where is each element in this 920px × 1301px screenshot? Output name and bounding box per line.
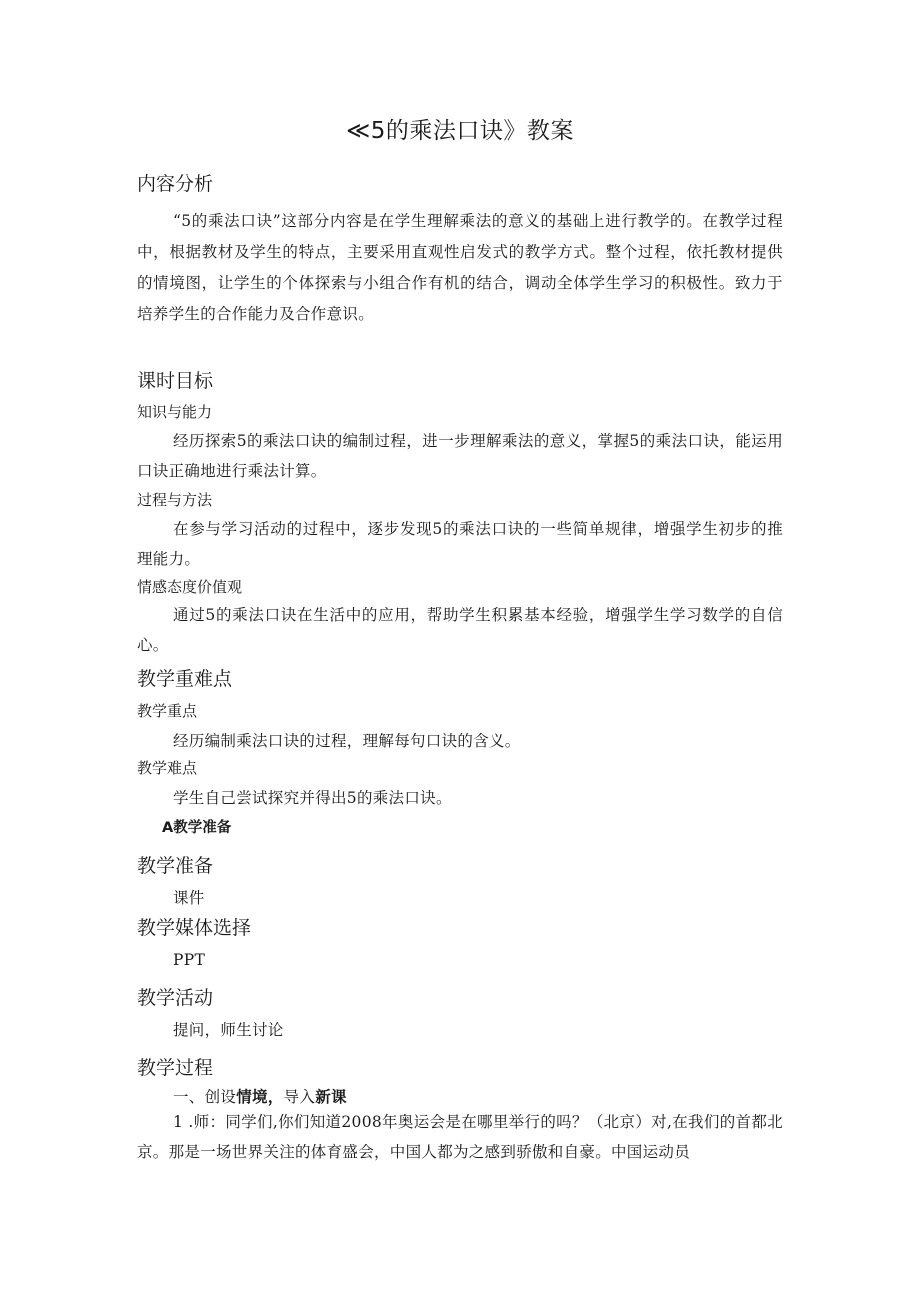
process-item-1: 1 .师：同学们,你们知道2008年奥运会是在哪里举行的吗？（北京）对,在我们的首都北京。那是一场世界关注的体育盛会，中国人都为之感到骄傲和自豪。中国运动员 bbox=[137, 1113, 783, 1161]
step1-heading bbox=[173, 1085, 347, 1109]
document-title: ≪5的乘法口诀》教案 bbox=[346, 118, 574, 144]
step1-bold-a: 情境， bbox=[236, 1088, 284, 1106]
heading-key-points: 教学重难点 bbox=[137, 668, 233, 690]
step1-mid: 导入 bbox=[283, 1088, 316, 1106]
content-analysis-paragraph: “5的乘法口诀”这部分内容是在学生理解乘法的意义的基础上进行教学的。在教学过程中，根据教材及学生的特点，主要采用直观性启发式的教学方式。整个过程，依托教材提供的情境图，让学生的个体探索与小组合作有机的结合，调动全体学生学习的积极性。致力于培养学生的合作能力及合作意识。 bbox=[137, 212, 783, 323]
heading-objectives: 课时目标 bbox=[137, 370, 214, 392]
heading-media: 教学媒体选择 bbox=[137, 917, 252, 939]
emotion-paragraph: 通过5的乘法口诀在生活中的应用，帮助学生积累基本经验，增强学生学习数学的自信心。 bbox=[137, 606, 783, 654]
activity-text: 提问，师生讨论 bbox=[173, 1021, 284, 1039]
label-difficulty: 教学难点 bbox=[137, 759, 198, 777]
heading-process: 教学过程 bbox=[137, 1057, 214, 1079]
difficulty-text: 学生自己尝试探究并得出5的乘法口诀。 bbox=[173, 789, 452, 807]
step1-prefix: 一、创设 bbox=[173, 1088, 237, 1106]
heading-activity: 教学活动 bbox=[137, 987, 214, 1009]
knowledge-paragraph: 经历探索5的乘法口诀的编制过程，进一步理解乘法的意义，掌握5的乘法口诀，能运用口诀正确地进行乘法计算。 bbox=[137, 432, 783, 480]
step1-bold-b: 新课 bbox=[315, 1088, 347, 1106]
process-method-paragraph: 在参与学习活动的过程中，逐步发现5的乘法口诀的一些简单规律，增强学生初步的推理能力。 bbox=[137, 520, 783, 568]
preparation-text: 课件 bbox=[173, 889, 205, 907]
focus-text: 经历编制乘法口诀的过程，理解每句口诀的含义。 bbox=[173, 732, 521, 750]
label-emotion: 情感态度价值观 bbox=[137, 578, 243, 596]
heading-content-analysis: 内容分析 bbox=[137, 173, 214, 195]
media-text: PPT bbox=[173, 951, 206, 969]
label-focus: 教学重点 bbox=[137, 702, 198, 720]
label-process-method: 过程与方法 bbox=[137, 491, 213, 509]
prep-marker: A教学准备 bbox=[162, 820, 232, 836]
heading-preparation: 教学准备 bbox=[137, 855, 214, 877]
label-knowledge: 知识与能力 bbox=[137, 403, 213, 421]
